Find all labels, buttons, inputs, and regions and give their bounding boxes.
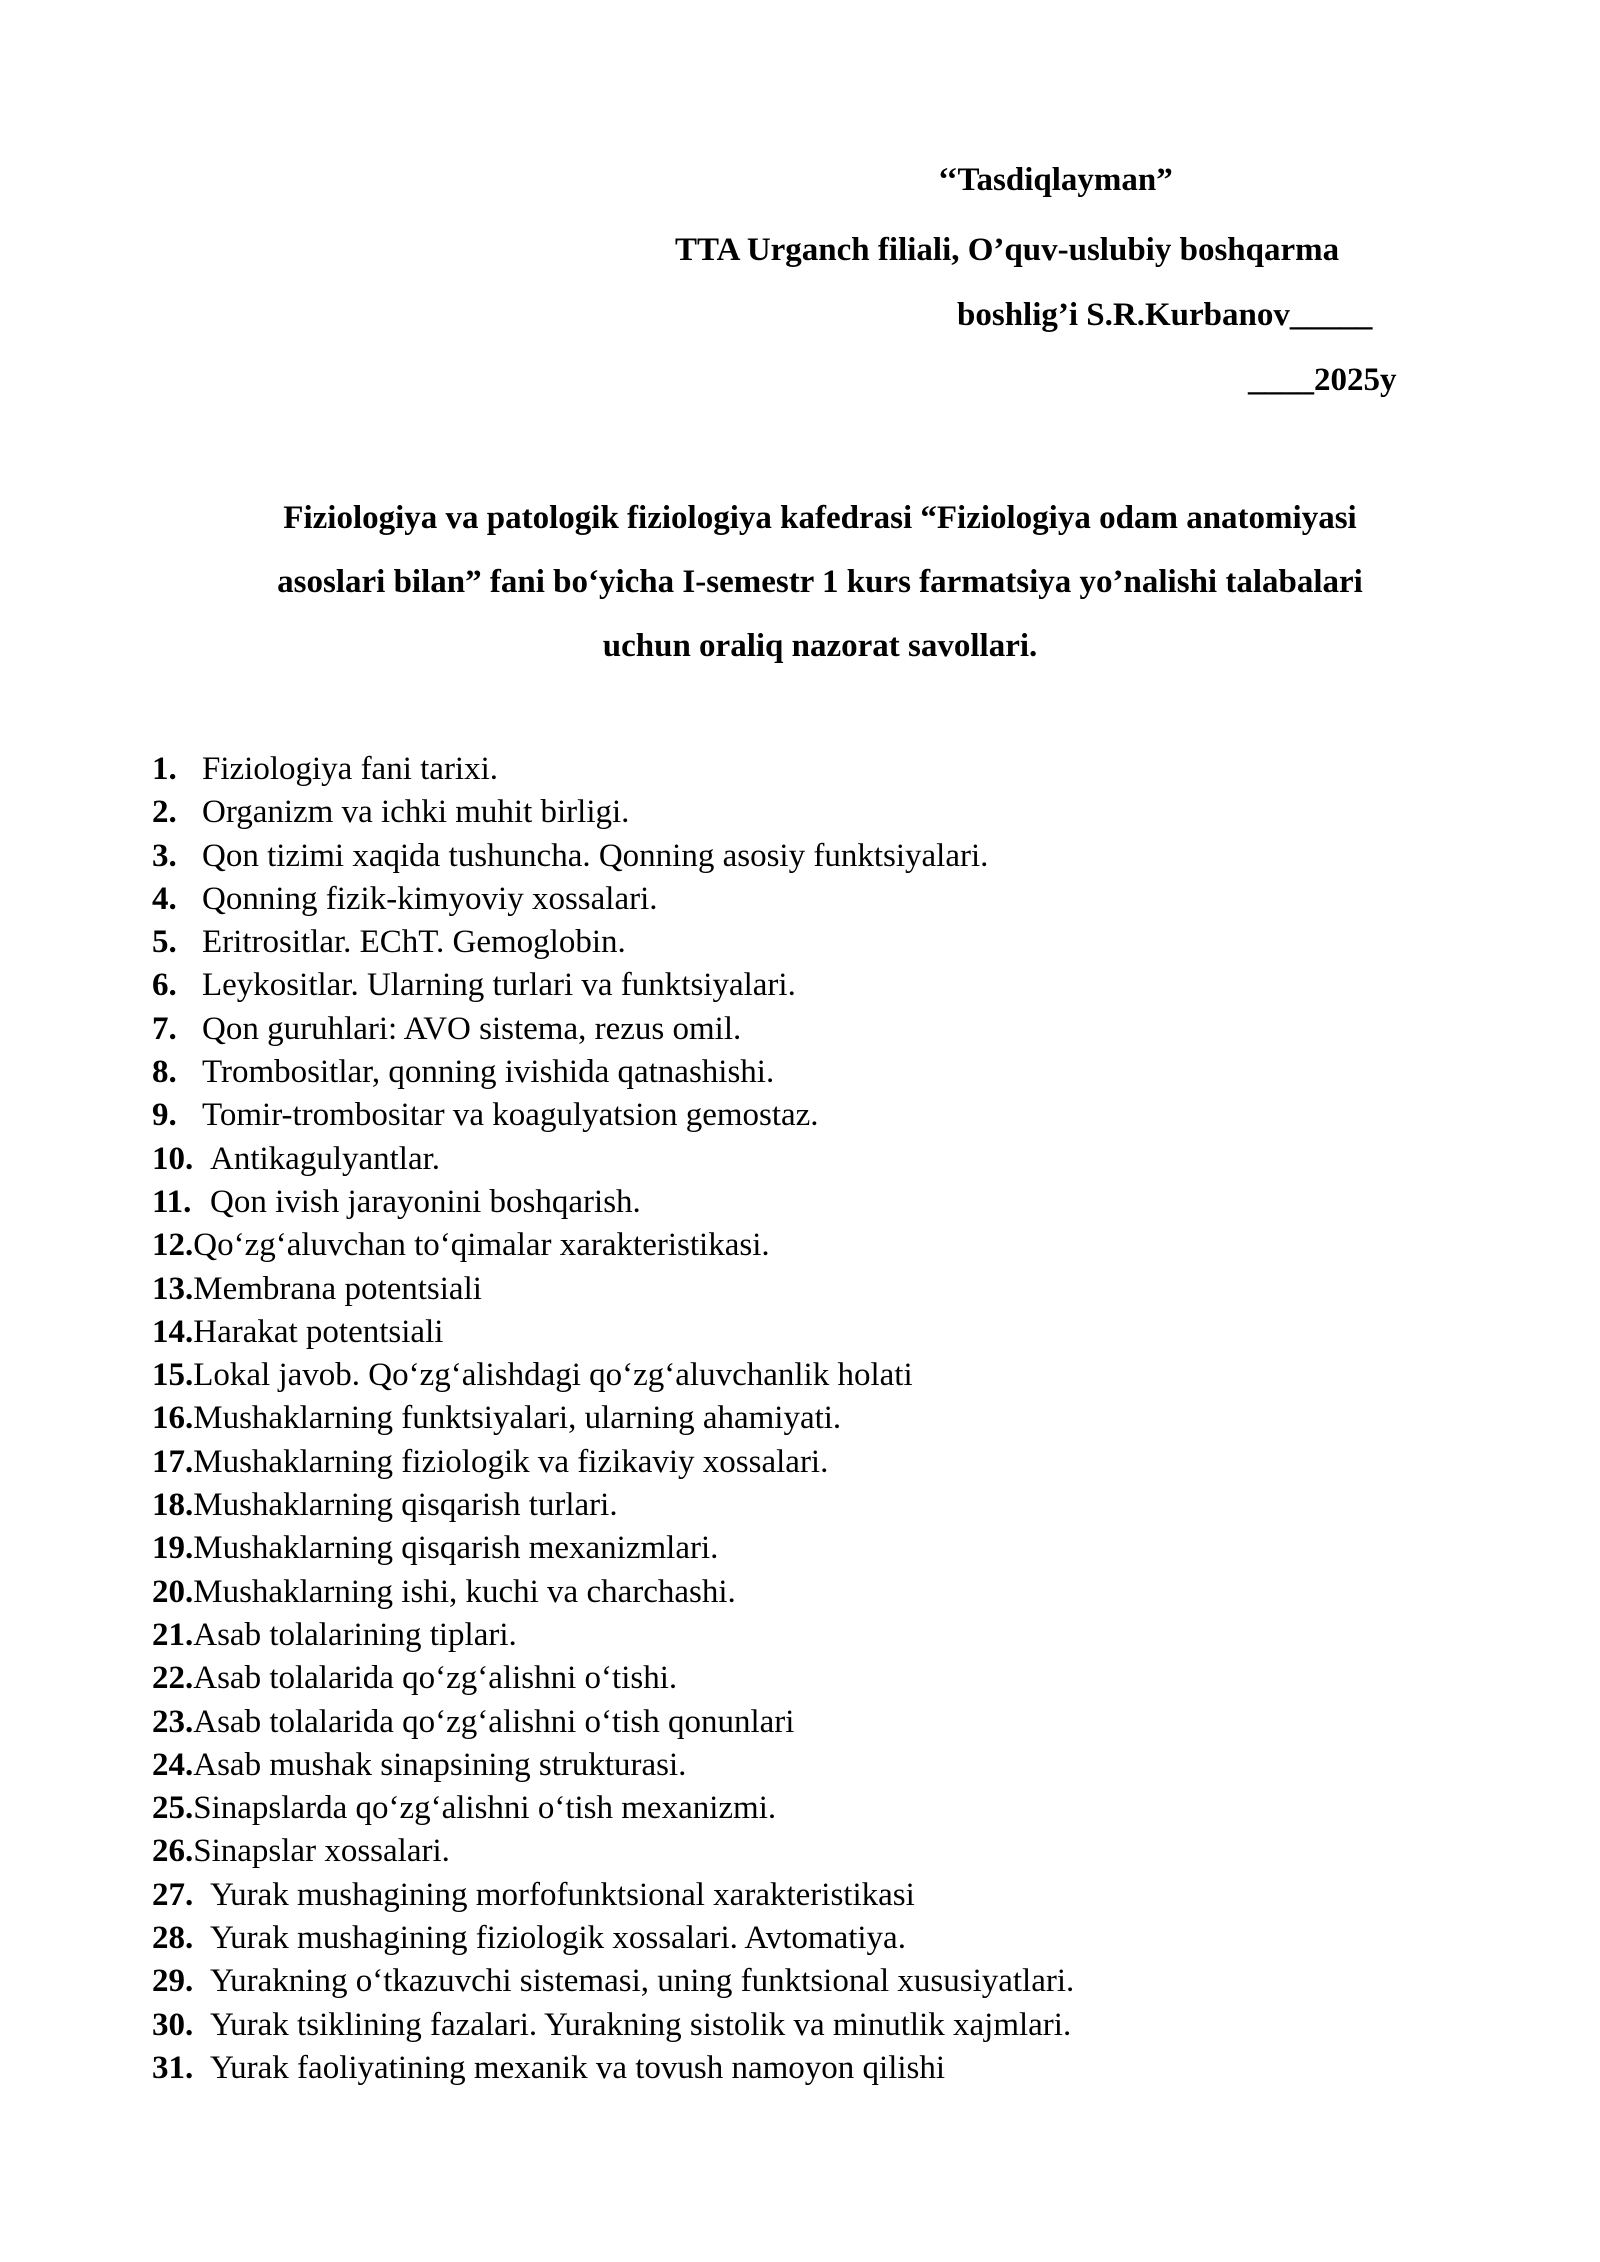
questions-list	[152, 748, 1472, 2090]
question-item	[152, 1527, 1472, 1570]
question-item	[152, 878, 1472, 921]
question-item	[152, 1484, 1472, 1527]
question-item	[152, 1744, 1472, 1787]
question-number: 22.	[152, 1660, 194, 1697]
question-text: Mushaklarning qisqarish turlari.	[193, 1487, 618, 1524]
question-item	[152, 748, 1472, 791]
question-item	[152, 964, 1472, 1007]
question-text: Asab tolalarida qo‘zg‘alishni o‘tish qonunlari	[193, 1703, 795, 1740]
title-line-1: Fiziologiya va patologik fiziologiya kafedrasi “Fiziologiya odam anatomiyasi	[283, 500, 1357, 536]
question-text: Yurak tsiklining fazalari. Yurakning sistolik va minutlik xajmlari.	[210, 2006, 1072, 2043]
title-line-3: uchun oraliq nazorat savollari.	[602, 628, 1038, 664]
question-number: 14.	[152, 1313, 194, 1350]
question-number: 17.	[152, 1443, 194, 1480]
question-number: 25.	[152, 1790, 194, 1827]
question-number: 5.	[152, 924, 177, 961]
question-number: 15.	[152, 1357, 194, 1394]
question-number: 23.	[152, 1703, 194, 1740]
question-text: Yurak mushagining morfofunktsional xarakteristikasi	[210, 1876, 915, 1913]
document-title	[200, 486, 1440, 678]
question-item	[152, 921, 1472, 964]
question-number: 11.	[152, 1183, 192, 1220]
question-text: Lokal javob. Qo‘zg‘alishdagi qo‘zg‘aluvchanlik holati	[193, 1357, 913, 1394]
question-number: 21.	[152, 1616, 194, 1653]
question-text: Mushaklarning ishi, kuchi va charchashi.	[193, 1573, 736, 1610]
question-text: Qonning fizik-kimyoviy xossalari.	[202, 880, 658, 917]
question-item	[152, 1138, 1472, 1181]
question-item	[152, 791, 1472, 834]
question-number: 6.	[152, 967, 177, 1004]
question-item	[152, 1094, 1472, 1137]
question-text: Mushaklarning funktsiyalari, ularning ahamiyati.	[193, 1400, 842, 1437]
question-item	[152, 1311, 1472, 1354]
question-item	[152, 1354, 1472, 1397]
question-text: Asab mushak sinapsining strukturasi.	[193, 1746, 687, 1783]
question-text: Sinapslarda qo‘zg‘alishni o‘tish mexanizmi.	[193, 1790, 777, 1827]
question-text: Organizm va ichki muhit birligi.	[202, 794, 630, 831]
question-text: Trombositlar, qonning ivishida qatnashishi.	[202, 1054, 775, 1091]
approval-heading: ‘‘Tasdiqlayman”	[938, 162, 1173, 198]
question-number: 3.	[152, 837, 177, 874]
question-number: 10.	[152, 1140, 194, 1177]
question-item	[152, 1787, 1472, 1830]
question-number: 26.	[152, 1833, 194, 1870]
question-number: 27.	[152, 1876, 194, 1913]
question-text: Harakat potentsiali	[193, 1313, 444, 1350]
question-item	[152, 835, 1472, 878]
question-number: 12.	[152, 1227, 194, 1264]
question-item	[152, 1441, 1472, 1484]
question-number: 2.	[152, 794, 177, 831]
approval-date: ____2025y	[1248, 362, 1397, 398]
question-text: Yurak mushagining fiziologik xossalari. Avtomatiya.	[210, 1920, 906, 1957]
question-text: Qo‘zg‘aluvchan to‘qimalar xarakteristikasi.	[193, 1227, 770, 1264]
question-item	[152, 1224, 1472, 1267]
question-item	[152, 1960, 1472, 2003]
question-text: Yurak faoliyatining mexanik va tovush namoyon qilishi	[210, 2049, 946, 2086]
question-number: 18.	[152, 1487, 194, 1524]
question-text: Tomir-trombositar va koagulyatsion gemostaz.	[202, 1097, 819, 1134]
question-text: Eritrositlar. EChT. Gemoglobin.	[202, 924, 626, 961]
question-item	[152, 1657, 1472, 1700]
question-item	[152, 1397, 1472, 1440]
question-text: Mushaklarning fiziologik va fizikaviy xossalari.	[193, 1443, 829, 1480]
question-number: 9.	[152, 1097, 177, 1134]
approval-organization: TTA Urganch filiali, O’quv-uslubiy boshqarma	[675, 232, 1340, 268]
title-line-2: asoslari bilan” fani bo‘yicha I-semestr 1 kurs farmatsiya yo’nalishi talabalari	[277, 564, 1363, 600]
question-number: 8.	[152, 1054, 177, 1091]
question-number: 20.	[152, 1573, 194, 1610]
question-text: Yurakning o‘tkazuvchi sistemasi, uning funktsional xususiyatlari.	[210, 1963, 1075, 2000]
question-item	[152, 1181, 1472, 1224]
question-number: 16.	[152, 1400, 194, 1437]
question-item	[152, 1268, 1472, 1311]
question-item	[152, 2004, 1472, 2047]
question-text: Asab tolalarining tiplari.	[193, 1616, 517, 1653]
question-number: 19.	[152, 1530, 194, 1567]
question-text: Sinapslar xossalari.	[193, 1833, 450, 1870]
question-number: 7.	[152, 1010, 177, 1047]
question-text: Qon tizimi xaqida tushuncha. Qonning asosiy funktsiyalari.	[202, 837, 989, 874]
question-text: Antikagulyantlar.	[210, 1140, 441, 1177]
question-item	[152, 1874, 1472, 1917]
question-number: 28.	[152, 1920, 194, 1957]
question-item	[152, 1614, 1472, 1657]
question-text: Qon guruhlari: AVO sistema, rezus omil.	[202, 1010, 742, 1047]
question-item	[152, 1571, 1472, 1614]
question-number: 24.	[152, 1746, 194, 1783]
question-text: Asab tolalarida qo‘zg‘alishni o‘tishi.	[193, 1660, 678, 1697]
question-item	[152, 1701, 1472, 1744]
approval-signatory: boshlig’i S.R.Kurbanov_____	[957, 297, 1373, 333]
question-number: 29.	[152, 1963, 194, 2000]
question-text: Membrana potentsiali	[193, 1270, 482, 1307]
question-number: 1.	[152, 751, 177, 787]
question-number: 4.	[152, 880, 177, 917]
question-text: Leykositlar. Ularning turlari va funktsiyalari.	[202, 967, 796, 1004]
question-number: 30.	[152, 2006, 194, 2043]
question-item	[152, 1917, 1472, 1960]
question-number: 31.	[152, 2049, 194, 2086]
question-item	[152, 1051, 1472, 1094]
question-item	[152, 1830, 1472, 1873]
question-number: 13.	[152, 1270, 194, 1307]
question-item	[152, 1008, 1472, 1051]
question-text: Fiziologiya fani tarixi.	[202, 751, 499, 787]
question-item	[152, 2047, 1472, 2090]
question-text: Qon ivish jarayonini boshqarish.	[210, 1183, 641, 1220]
question-text: Mushaklarning qisqarish mexanizmlari.	[193, 1530, 719, 1567]
